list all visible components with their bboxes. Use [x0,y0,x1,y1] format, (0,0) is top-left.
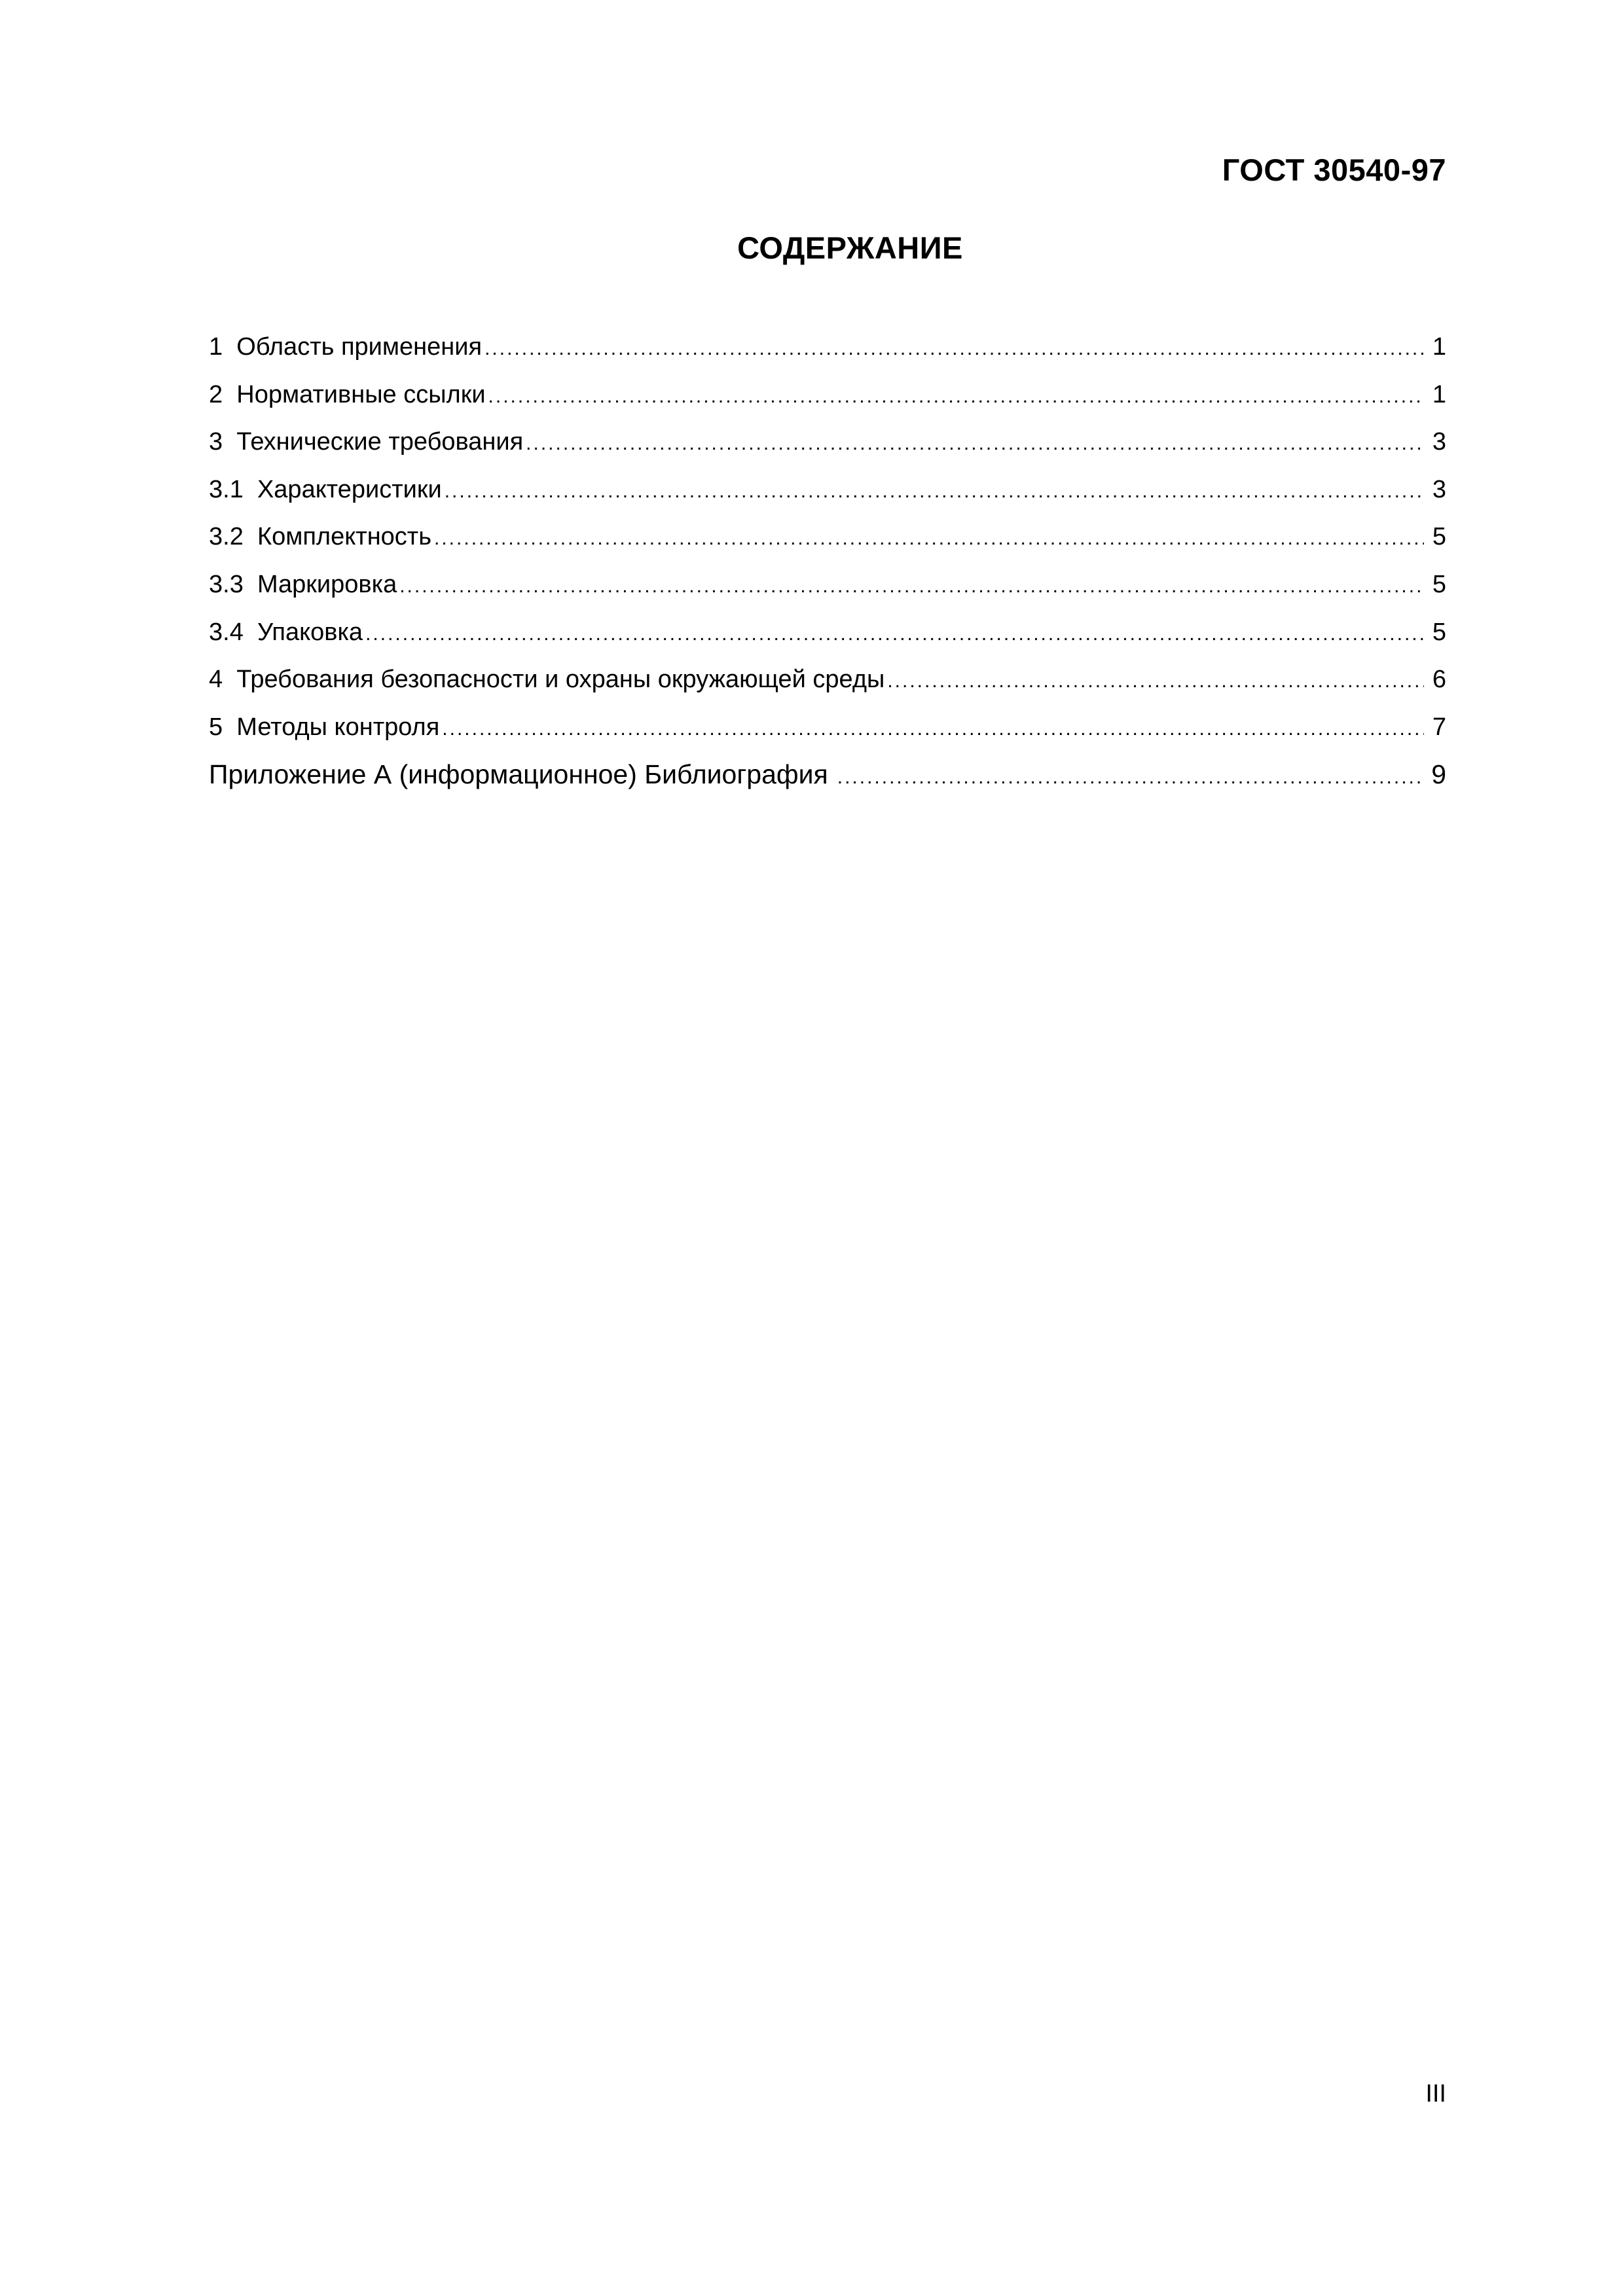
toc-entry-number: 2 [209,380,223,408]
toc-entry-label: Упаковка [257,618,363,646]
toc-entry-number: 3.4 [209,618,244,646]
toc-dot-leader [837,759,1424,795]
toc-entry-3-3[interactable] [209,567,1446,615]
toc-entry-4[interactable] [209,662,1446,709]
toc-entry-page: 9 [1431,759,1446,790]
table-of-contents [209,329,1446,809]
toc-entry-3-4[interactable] [209,615,1446,662]
toc-dot-leader [365,616,1424,652]
toc-dot-leader [399,568,1424,604]
toc-dot-leader [442,711,1424,747]
toc-entry-page: 5 [1432,618,1446,646]
toc-entry-label: Методы контроля [236,713,440,741]
toc-entry-3[interactable] [209,424,1446,472]
toc-entry-3-2[interactable] [209,519,1446,567]
toc-entry-page: 6 [1432,666,1446,694]
toc-entry-label: Требования безопасности и охраны окружающей среды [236,666,885,694]
toc-dot-leader [887,663,1424,699]
toc-dot-leader [434,520,1424,556]
document-code: ГОСТ 30540-97 [1222,152,1446,187]
toc-entry-page: 1 [1432,380,1446,408]
toc-entry-number: 5 [209,713,223,741]
toc-entry-number: 4 [209,666,223,694]
toc-entry-number: 3.2 [209,523,244,551]
toc-entry-number: 3.3 [209,570,244,598]
toc-entry-5[interactable] [209,709,1446,757]
toc-entry-label: Характеристики [257,475,442,503]
toc-entry-appendix-a[interactable] [209,757,1446,809]
toc-dot-leader [526,425,1424,461]
toc-dot-leader [484,331,1424,367]
toc-dot-leader [445,473,1424,509]
toc-entry-page: 3 [1432,428,1446,456]
toc-title: СОДЕРЖАНИЕ [737,230,963,265]
toc-entry-number: 1 [209,333,223,361]
toc-entry-page: 5 [1432,523,1446,551]
toc-entry-label: Нормативные ссылки [236,380,486,408]
toc-entry-label: Комплектность [257,523,432,551]
toc-dot-leader [488,378,1424,414]
toc-entry-label: Маркировка [257,570,397,598]
toc-entry-page: 3 [1432,475,1446,503]
toc-entry-label: Приложение А (информационное) Библиография [209,759,828,790]
toc-entry-label: Область применения [236,333,483,361]
toc-entry-number: 3 [209,428,223,456]
toc-entry-page: 5 [1432,570,1446,598]
toc-entry-label: Технические требования [236,428,524,456]
toc-entry-1[interactable] [209,329,1446,377]
toc-entry-page: 1 [1432,333,1446,361]
toc-entry-2[interactable] [209,377,1446,425]
toc-entry-number: 3.1 [209,475,244,503]
toc-entry-3-1[interactable] [209,472,1446,520]
toc-entry-page: 7 [1432,713,1446,741]
page-number: III [1425,2080,1446,2108]
